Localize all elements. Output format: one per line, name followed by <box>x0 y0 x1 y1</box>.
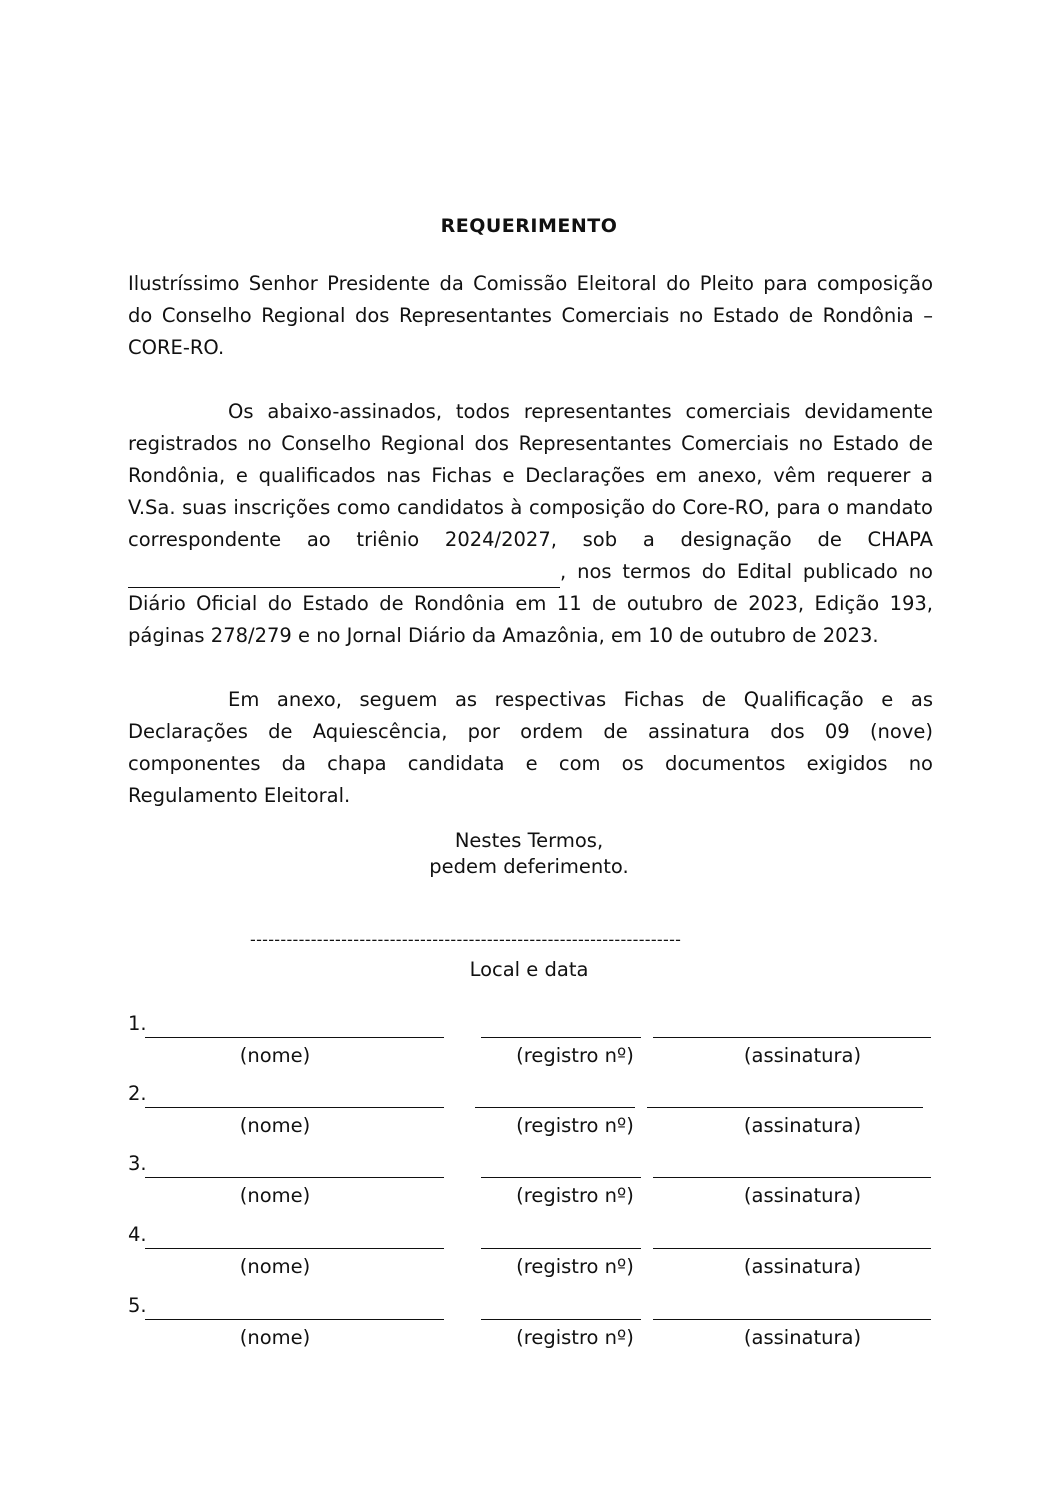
registry-caption: (registro nº) <box>516 1326 634 1349</box>
signature-row-number: 4. <box>128 1223 147 1246</box>
closing-block <box>0 828 1058 880</box>
signature-blank-line <box>653 1037 931 1038</box>
place-date-label: Local e data <box>469 958 589 981</box>
registry-blank-line <box>481 1248 641 1249</box>
signature-row <box>0 1012 1058 1082</box>
registry-caption: (registro nº) <box>516 1044 634 1067</box>
signature-row <box>0 1223 1058 1293</box>
signature-blank-line <box>653 1319 931 1320</box>
signature-caption: (assinatura) <box>743 1326 862 1349</box>
annex-paragraph <box>128 684 933 812</box>
signature-blank-line <box>653 1177 931 1178</box>
name-blank-line <box>145 1037 444 1038</box>
signature-caption: (assinatura) <box>743 1255 862 1278</box>
registry-blank-line <box>481 1177 641 1178</box>
signature-row-number: 5. <box>128 1294 147 1317</box>
registry-blank-line <box>481 1037 641 1038</box>
registry-blank-line <box>481 1319 641 1320</box>
signature-row-number: 1. <box>128 1012 147 1035</box>
document-title: REQUERIMENTO <box>440 215 618 237</box>
name-blank-line <box>145 1107 444 1108</box>
signature-caption: (assinatura) <box>743 1044 862 1067</box>
name-blank-line <box>145 1248 444 1249</box>
name-blank-line <box>145 1319 444 1320</box>
name-caption: (nome) <box>239 1326 311 1349</box>
chapa-name-blank-line <box>128 565 560 588</box>
annex-text: Em anexo, seguem as respectivas Fichas de Qualificação e as Declarações de Aquiescência, por ordem de assinatura dos 09 (nove) componentes da chapa candidata e com os documentos exigidos no Regulamento Eleitoral. <box>128 688 933 807</box>
request-text-after-blank: , nos termos do Edital publicado no Diário Oficial do Estado de Rondônia em 11 de outubro de 2023, Edição 193, páginas 278/279 e no Jornal Diário da Amazônia, em 10 de outubro de 2023. <box>128 560 933 647</box>
name-caption: (nome) <box>239 1114 311 1137</box>
signature-caption: (assinatura) <box>743 1184 862 1207</box>
signature-row-number: 2. <box>128 1082 147 1105</box>
name-caption: (nome) <box>239 1044 311 1067</box>
signature-row <box>0 1152 1058 1222</box>
request-text-before-blank: Os abaixo-assinados, todos representantes comerciais devidamente registrados no Conselho Regional dos Representantes Comerciais no Estado de Rondônia, e qualificados nas Fichas e Declarações em anexo, vêm requerer a V.Sa. suas inscrições como candidatos à composição do Core-RO, para o mandato correspondente ao triênio 2024/2027, sob a designação de CHAPA <box>128 400 933 551</box>
addressee-paragraph: Ilustríssimo Senhor Presidente da Comissão Eleitoral do Pleito para composição do Conselho Regional dos Representantes Comerciais no Estado de Rondônia – CORE-RO. <box>128 272 933 359</box>
signature-row <box>0 1082 1058 1152</box>
name-blank-line <box>145 1177 444 1178</box>
name-caption: (nome) <box>239 1184 311 1207</box>
signature-row-number: 3. <box>128 1152 147 1175</box>
registry-caption: (registro nº) <box>516 1255 634 1278</box>
request-paragraph <box>128 396 933 652</box>
signature-blank-line <box>647 1107 923 1108</box>
place-date-dashed-line: ----------------------------------------------------------------------- <box>250 930 682 949</box>
closing-line-1: Nestes Termos, <box>454 829 604 852</box>
signature-caption: (assinatura) <box>743 1114 862 1137</box>
closing-line-2: pedem deferimento. <box>429 855 629 878</box>
signature-blank-line <box>653 1248 931 1249</box>
registry-caption: (registro nº) <box>516 1114 634 1137</box>
signature-row <box>0 1294 1058 1364</box>
name-caption: (nome) <box>239 1255 311 1278</box>
registry-caption: (registro nº) <box>516 1184 634 1207</box>
registry-blank-line <box>475 1107 635 1108</box>
